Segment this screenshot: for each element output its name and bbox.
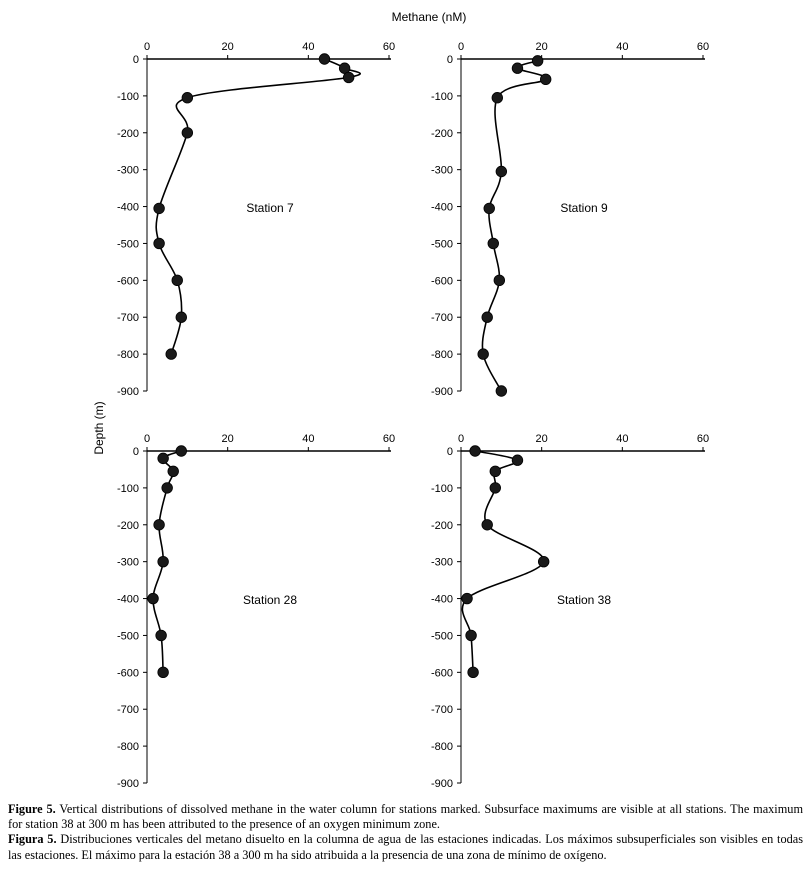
panel-3-y-tick-label: -100 bbox=[116, 482, 139, 495]
caption-english-text: Vertical distributions of dissolved methane in the water column for stations marked. Subsurface maximums are visible at all stations. The maximum for station 38 at 300 m has been attributed to the presence of an oxygen minimum zone. bbox=[8, 802, 804, 832]
panel-3-data-point bbox=[162, 483, 173, 494]
panel-3-data-point bbox=[154, 519, 165, 530]
panel-2-y-tick-label: -400 bbox=[430, 201, 453, 214]
panel-4-x-tick-label: 20 bbox=[535, 433, 548, 445]
y-axis-label: Depth (m) bbox=[92, 401, 106, 455]
panel-4-y-tick-label: -800 bbox=[430, 741, 453, 754]
panel-4-y-tick-label: -700 bbox=[430, 704, 453, 717]
panel-4-data-point bbox=[470, 446, 481, 457]
panel-3-y-tick-label: -600 bbox=[116, 667, 139, 680]
figure-caption bbox=[8, 802, 803, 863]
panel-2-y-tick-label: -900 bbox=[430, 386, 453, 398]
panel-3-data-point bbox=[148, 593, 159, 604]
panel-2-y-tick-label: -200 bbox=[430, 127, 453, 140]
panel-3-data-point bbox=[158, 556, 169, 567]
panel-2-x-tick-label: 60 bbox=[696, 41, 710, 53]
panel-3-station-label: Station 28 bbox=[242, 593, 298, 607]
panel-4-x-tick-label: 0 bbox=[457, 433, 465, 445]
panel-4-y-tick-label: -400 bbox=[430, 593, 453, 606]
panel-2-y-tick-label: -700 bbox=[430, 312, 453, 325]
panel-2-data-point bbox=[540, 74, 551, 85]
panel-3-x-tick-label: 0 bbox=[143, 433, 151, 445]
caption-spanish-text: Distribuciones verticales del metano disuelto en la columna de agua de las estaciones indicadas. Los máximos subsuperficiales son visibles en todas las estaciones. El máximo para la estación 38 a 300 m ha sido atribuida a la presencia de una zona de mínimo de oxígeno. bbox=[8, 832, 803, 862]
panel-1-data-point bbox=[182, 92, 193, 103]
panel-2-x-tick-label: 40 bbox=[616, 41, 629, 53]
panel-2-data-point bbox=[532, 56, 543, 67]
panel-4-data-point bbox=[512, 455, 523, 466]
panel-1-data-point bbox=[154, 238, 165, 249]
panel-3-y-tick-label: -900 bbox=[116, 778, 139, 790]
panel-1-y-tick-label: -600 bbox=[116, 275, 139, 288]
caption-spanish-label: Figura 5. bbox=[8, 832, 57, 847]
panel-1-y-tick-label: -900 bbox=[116, 386, 139, 398]
panel-2-data-point bbox=[492, 92, 503, 103]
caption-english bbox=[8, 802, 803, 832]
panel-1-y-tick-label: -800 bbox=[116, 349, 139, 362]
panel-1-data-point bbox=[172, 275, 183, 286]
panel-2-data-point bbox=[488, 238, 499, 249]
panel-2-data-point bbox=[494, 275, 505, 286]
panel-3-y-tick-label: 0 bbox=[132, 446, 139, 458]
panel-1-x-tick-label: 40 bbox=[302, 41, 315, 53]
panel-1-data-point bbox=[176, 312, 187, 323]
panel-3-data-point bbox=[176, 446, 187, 457]
panel-3-y-tick-label: -300 bbox=[116, 556, 139, 569]
panel-2-y-tick-label: -600 bbox=[430, 275, 453, 288]
panel-2-x-tick-label: 20 bbox=[535, 41, 548, 53]
panel-1-y-tick-label: -200 bbox=[116, 127, 139, 140]
panel-4-data-point bbox=[482, 519, 493, 530]
panel-1-y-tick-label: -100 bbox=[116, 90, 139, 103]
caption-spanish bbox=[8, 832, 803, 862]
panel-1-x-tick-label: 20 bbox=[221, 41, 234, 53]
panel-2-x-tick-label: 0 bbox=[457, 41, 465, 53]
panel-4-data-point bbox=[490, 466, 501, 477]
panel-4-x-tick-label: 60 bbox=[696, 433, 710, 445]
panel-4-y-tick-label: -100 bbox=[430, 482, 453, 495]
panel-4-data-point bbox=[468, 667, 479, 678]
panel-3-data-point bbox=[158, 667, 169, 678]
panel-2-data-point bbox=[496, 166, 507, 177]
panel-3-y-tick-label: -800 bbox=[116, 741, 139, 754]
panel-4-data-point bbox=[490, 483, 501, 494]
panel-3-y-tick-label: -700 bbox=[116, 704, 139, 717]
panel-4-data-point bbox=[466, 630, 477, 641]
panel-2-y-tick-label: -800 bbox=[430, 349, 453, 362]
panel-4-y-tick-label: -600 bbox=[430, 667, 453, 680]
panel-3-x-tick-label: 40 bbox=[302, 433, 315, 445]
panel-2-y-tick-label: 0 bbox=[446, 54, 453, 66]
panel-1-y-tick-label: -300 bbox=[116, 164, 139, 177]
panel-2-y-tick-label: -500 bbox=[430, 238, 453, 251]
panel-1-data-point bbox=[343, 72, 354, 83]
panel-4-x-tick-label: 40 bbox=[616, 433, 629, 445]
panel-1-data-point bbox=[166, 349, 177, 360]
panel-1-y-tick-label: -500 bbox=[116, 238, 139, 251]
panel-4-data-point bbox=[538, 556, 549, 567]
panel-1-x-tick-label: 0 bbox=[143, 41, 151, 53]
panel-4-y-tick-label: -200 bbox=[430, 519, 453, 532]
panel-4-y-tick-label: 0 bbox=[446, 446, 453, 458]
panel-4-y-tick-label: -900 bbox=[430, 778, 453, 790]
panel-2-data-point bbox=[496, 386, 507, 397]
panel-3-data-point bbox=[168, 466, 179, 477]
panel-3-data-point bbox=[158, 453, 169, 464]
panel-4-station-label: Station 38 bbox=[556, 593, 612, 607]
panel-3-y-tick-label: -500 bbox=[116, 630, 139, 643]
panel-1-data-point bbox=[182, 127, 193, 138]
panel-2-y-tick-label: -300 bbox=[430, 164, 453, 177]
panel-1-y-tick-label: -400 bbox=[116, 201, 139, 214]
panel-4-y-tick-label: -500 bbox=[430, 630, 453, 643]
panel-2-data-point bbox=[482, 312, 493, 323]
panel-3-x-tick-label: 60 bbox=[382, 433, 396, 445]
panel-3-data-point bbox=[156, 630, 167, 641]
panel-2-data-point bbox=[478, 349, 489, 360]
panel-4-data-point bbox=[462, 593, 473, 604]
panel-1-data-point bbox=[319, 54, 330, 65]
chart-title: Methane (nM) bbox=[391, 10, 467, 24]
panel-1-y-tick-label: -700 bbox=[116, 312, 139, 325]
panel-2-data-point bbox=[484, 203, 495, 214]
panel-2-station-label: Station 9 bbox=[560, 201, 608, 215]
panel-2-data-point bbox=[512, 63, 523, 74]
panel-1-x-tick-label: 60 bbox=[382, 41, 396, 53]
panel-3-y-tick-label: -200 bbox=[116, 519, 139, 532]
panel-4-y-tick-label: -300 bbox=[430, 556, 453, 569]
panel-1-station-label: Station 7 bbox=[246, 201, 294, 215]
panel-2-y-tick-label: -100 bbox=[430, 90, 453, 103]
panel-3-x-tick-label: 20 bbox=[221, 433, 234, 445]
caption-english-label: Figure 5. bbox=[8, 802, 56, 816]
panel-1-y-tick-label: 0 bbox=[132, 54, 139, 66]
panel-2-series-line bbox=[482, 61, 546, 391]
panel-1-data-point bbox=[154, 203, 165, 214]
panel-3-y-tick-label: -400 bbox=[116, 593, 139, 606]
